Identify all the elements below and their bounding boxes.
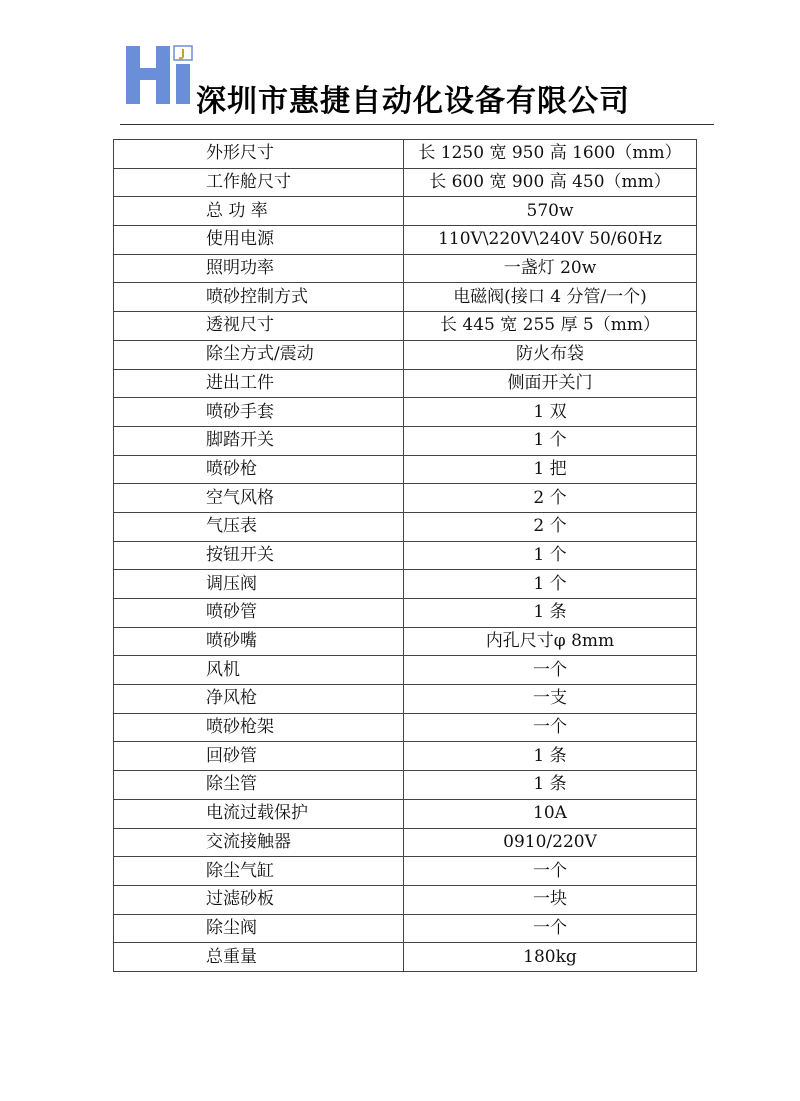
- spec-value: 长 445 宽 255 厚 5（mm）: [404, 312, 697, 341]
- spec-value: 1 个: [404, 570, 697, 599]
- table-row: [114, 541, 697, 570]
- spec-value: 2 个: [404, 484, 697, 513]
- table-row: [114, 455, 697, 484]
- table-row: [114, 512, 697, 541]
- table-row: [114, 312, 697, 341]
- spec-label: 脚踏开关: [114, 426, 404, 455]
- spec-value: 内孔尺寸φ 8mm: [404, 627, 697, 656]
- table-row: [114, 197, 697, 226]
- spec-value: 180kg: [404, 943, 697, 972]
- table-row: [114, 885, 697, 914]
- spec-value: 110V\220V\240V 50/60Hz: [404, 226, 697, 255]
- spec-label: 总 功 率: [114, 197, 404, 226]
- spec-value: 1 条: [404, 771, 697, 800]
- table-row: [114, 771, 697, 800]
- spec-table-body: [114, 140, 697, 972]
- spec-label: 空气风格: [114, 484, 404, 513]
- spec-value: 1 条: [404, 742, 697, 771]
- spec-value: 一盏灯 20w: [404, 254, 697, 283]
- spec-label: 净风枪: [114, 685, 404, 714]
- company-name: 深圳市惠捷自动化设备有限公司: [196, 84, 630, 119]
- table-row: [114, 168, 697, 197]
- spec-value: 570w: [404, 197, 697, 226]
- spec-table: [113, 139, 697, 972]
- spec-value: 侧面开关门: [404, 369, 697, 398]
- spec-value: 10A: [404, 799, 697, 828]
- spec-label: 喷砂枪: [114, 455, 404, 484]
- spec-label: 使用电源: [114, 226, 404, 255]
- spec-value: 一支: [404, 685, 697, 714]
- spec-label: 回砂管: [114, 742, 404, 771]
- spec-label: 透视尺寸: [114, 312, 404, 341]
- hj-logo-icon: [126, 44, 194, 106]
- spec-label: 喷砂嘴: [114, 627, 404, 656]
- spec-value: 2 个: [404, 512, 697, 541]
- spec-label: 外形尺寸: [114, 140, 404, 169]
- table-row: [114, 369, 697, 398]
- spec-value: 一个: [404, 914, 697, 943]
- table-row: [114, 398, 697, 427]
- spec-label: 除尘阀: [114, 914, 404, 943]
- table-row: [114, 828, 697, 857]
- spec-label: 除尘管: [114, 771, 404, 800]
- spec-value: 电磁阀(接口 4 分管/一个): [404, 283, 697, 312]
- header-divider: [120, 124, 714, 125]
- spec-label: 照明功率: [114, 254, 404, 283]
- table-row: [114, 799, 697, 828]
- table-row: [114, 656, 697, 685]
- table-row: [114, 226, 697, 255]
- table-row: [114, 943, 697, 972]
- table-row: [114, 254, 697, 283]
- spec-value: 0910/220V: [404, 828, 697, 857]
- spec-value: 一块: [404, 885, 697, 914]
- spec-value: 1 个: [404, 426, 697, 455]
- spec-label: 交流接触器: [114, 828, 404, 857]
- table-row: [114, 713, 697, 742]
- spec-label: 工作舱尺寸: [114, 168, 404, 197]
- spec-label: 风机: [114, 656, 404, 685]
- spec-value: 1 条: [404, 599, 697, 628]
- spec-label: 喷砂枪架: [114, 713, 404, 742]
- spec-value: 防火布袋: [404, 340, 697, 369]
- spec-label: 调压阀: [114, 570, 404, 599]
- spec-label: 电流过载保护: [114, 799, 404, 828]
- table-row: [114, 283, 697, 312]
- spec-label: 过滤砂板: [114, 885, 404, 914]
- spec-value: 长 1250 宽 950 高 1600（mm）: [404, 140, 697, 169]
- spec-label: 喷砂控制方式: [114, 283, 404, 312]
- spec-label: 喷砂手套: [114, 398, 404, 427]
- table-row: [114, 426, 697, 455]
- spec-label: 喷砂管: [114, 599, 404, 628]
- table-row: [114, 484, 697, 513]
- table-row: [114, 570, 697, 599]
- spec-value: 1 把: [404, 455, 697, 484]
- spec-label: 总重量: [114, 943, 404, 972]
- spec-value: 一个: [404, 656, 697, 685]
- spec-value: 1 个: [404, 541, 697, 570]
- spec-value: 长 600 宽 900 高 450（mm）: [404, 168, 697, 197]
- spec-label: 除尘方式/震动: [114, 340, 404, 369]
- spec-label: 气压表: [114, 512, 404, 541]
- spec-value: 1 双: [404, 398, 697, 427]
- table-row: [114, 742, 697, 771]
- spec-value: 一个: [404, 713, 697, 742]
- spec-label: 进出工件: [114, 369, 404, 398]
- table-row: [114, 140, 697, 169]
- table-row: [114, 914, 697, 943]
- table-row: [114, 857, 697, 886]
- table-row: [114, 340, 697, 369]
- spec-label: 按钮开关: [114, 541, 404, 570]
- table-row: [114, 599, 697, 628]
- table-row: [114, 685, 697, 714]
- spec-label: 除尘气缸: [114, 857, 404, 886]
- document-header: [0, 0, 800, 130]
- table-row: [114, 627, 697, 656]
- spec-value: 一个: [404, 857, 697, 886]
